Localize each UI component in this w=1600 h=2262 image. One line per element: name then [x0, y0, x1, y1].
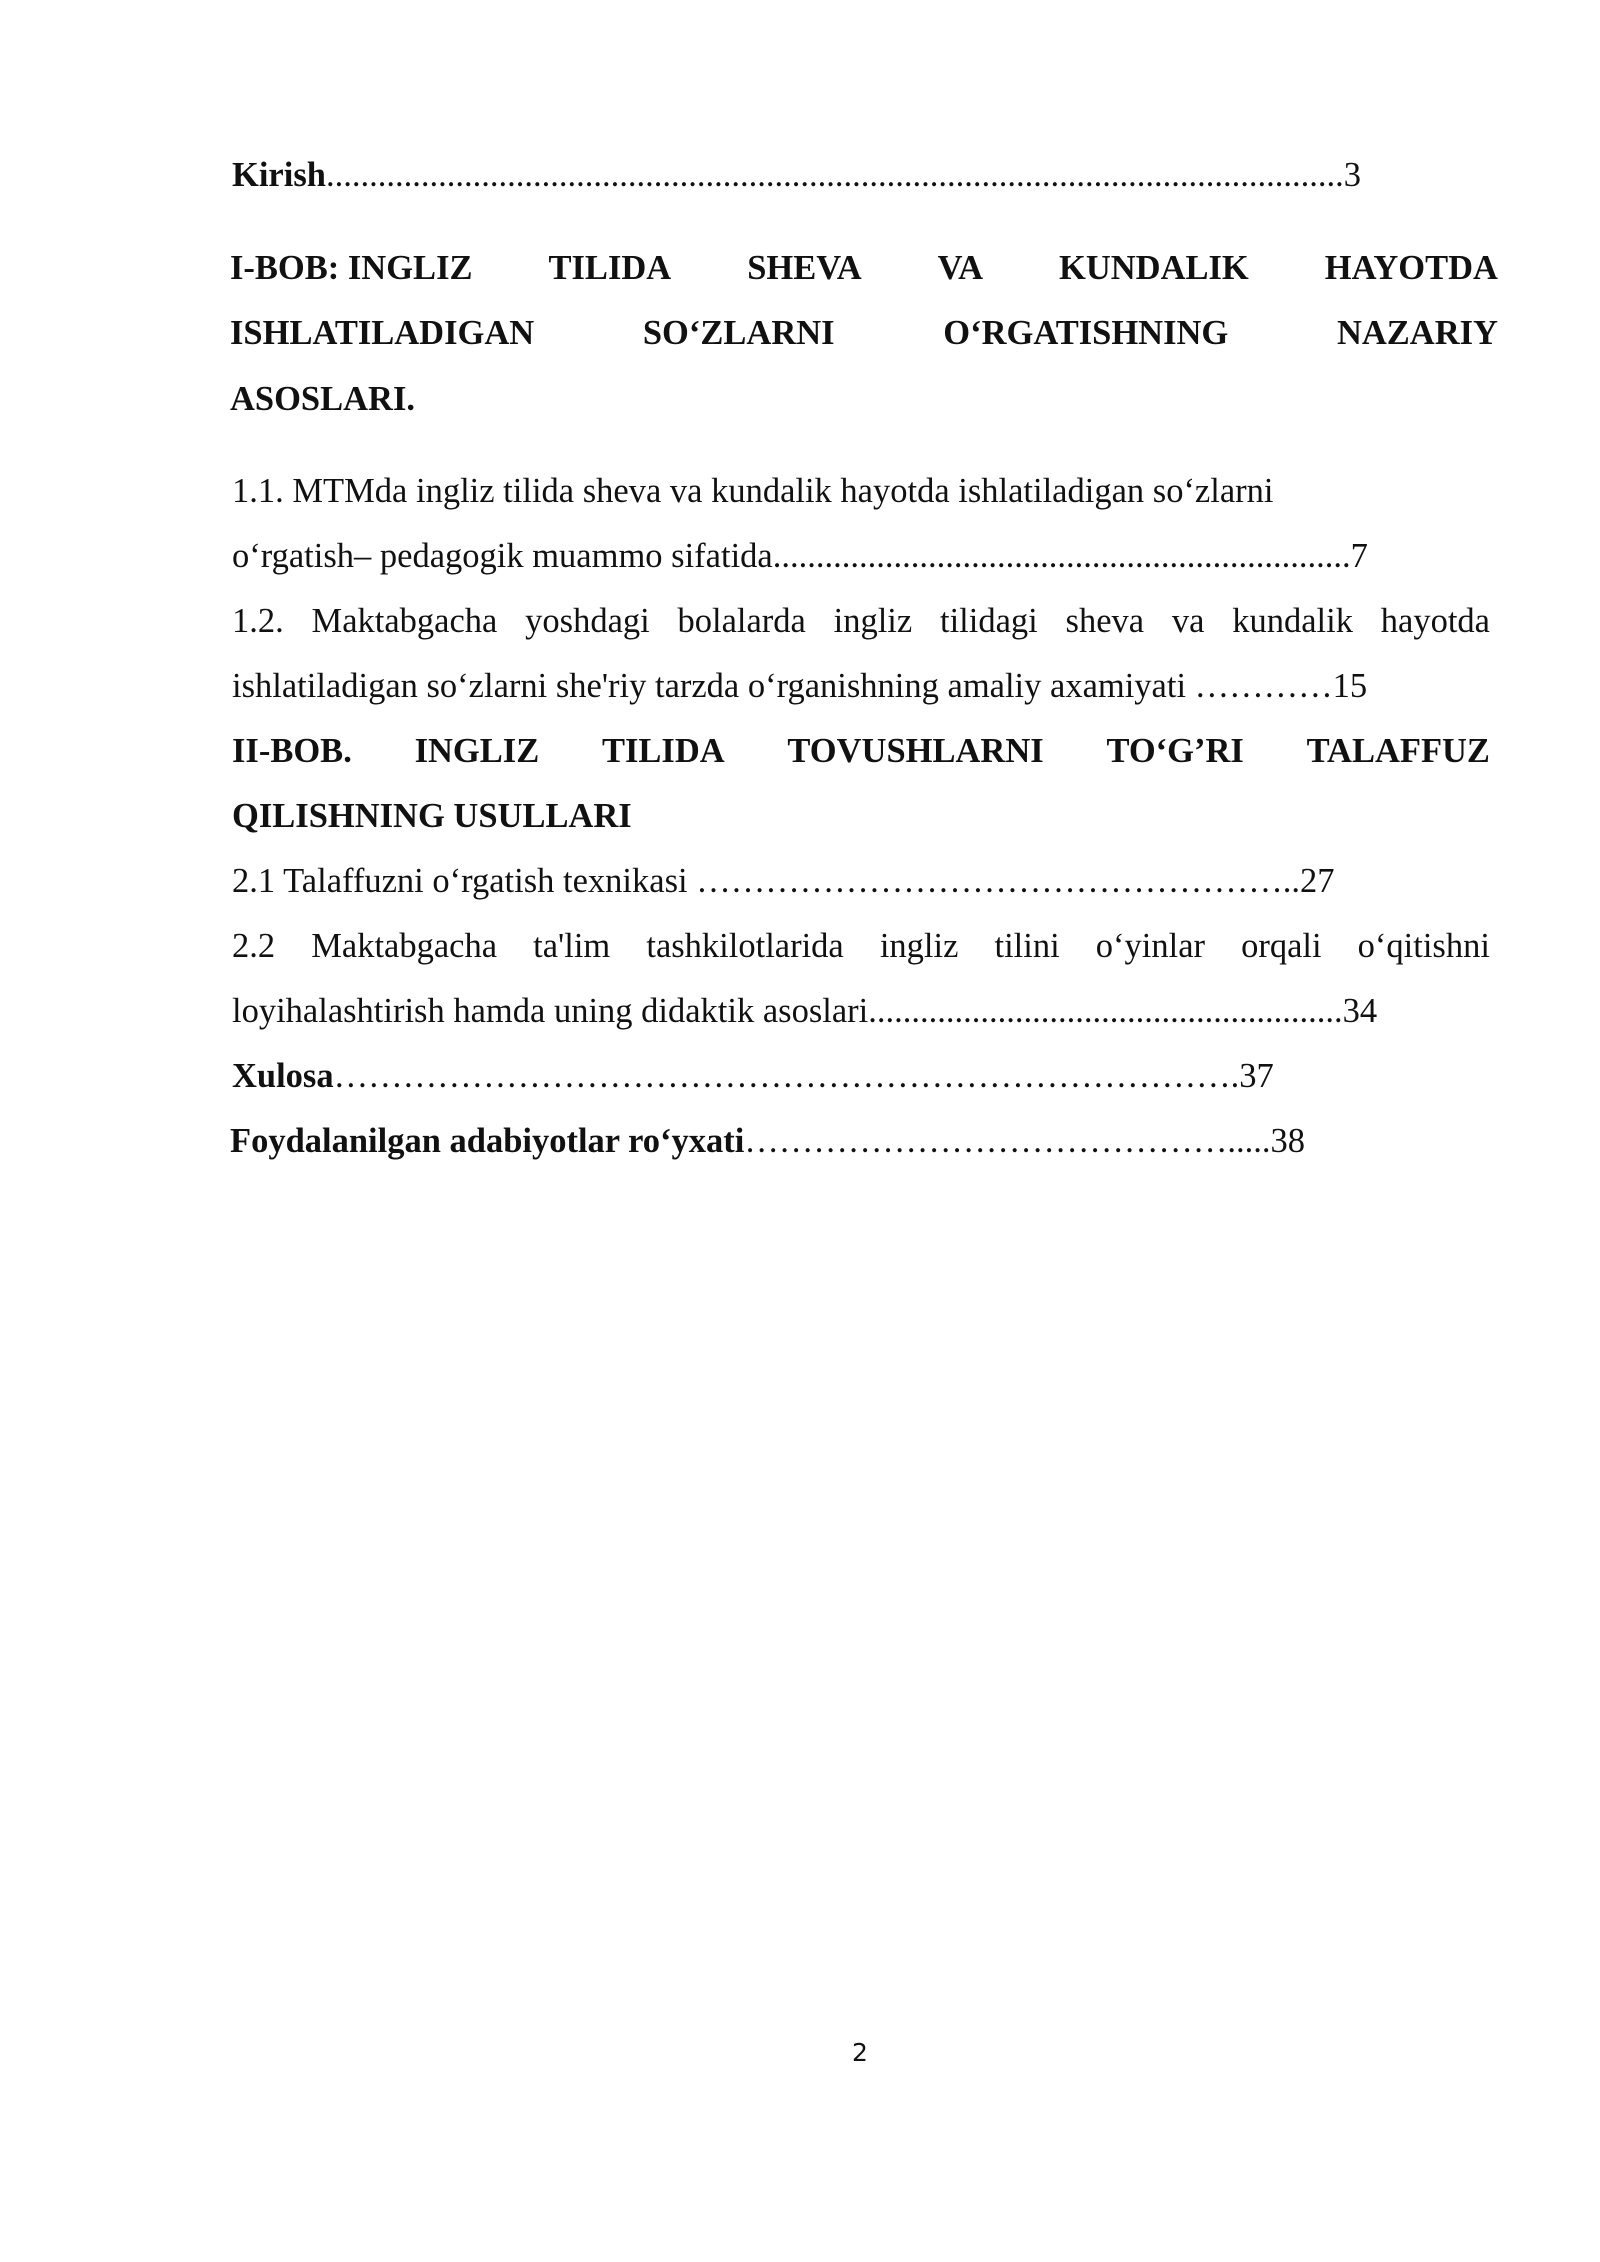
page-number: 2 — [852, 2038, 868, 2067]
toc-chapter1-line2[interactable] — [230, 312, 1498, 354]
toc-chapter1-line3: ASOSLARI. — [230, 380, 416, 418]
toc-word: 2.2 — [232, 927, 276, 965]
toc-word: hayotda — [1380, 602, 1490, 640]
toc-entry-references[interactable] — [230, 1120, 1305, 1162]
toc-word: tashkilotlarida — [646, 927, 844, 965]
toc-references-leader: …………………………………….....38 — [744, 1122, 1305, 1160]
toc-word: tilini — [994, 927, 1060, 965]
toc-chapter1-line1[interactable] — [230, 247, 1498, 289]
toc-section-2-2-line2[interactable]: loyihalashtirish hamda uning didaktik asoslari.......................................................34 — [232, 992, 1378, 1030]
toc-word: ta'lim — [533, 927, 611, 965]
toc-word: HAYOTDA — [1324, 249, 1498, 287]
toc-word: II-BOB. — [232, 732, 352, 770]
toc-word: orqali — [1241, 927, 1322, 965]
toc-word: yoshdagi — [525, 602, 650, 640]
toc-word: Maktabgacha — [311, 602, 498, 640]
toc-word: TILIDA — [548, 249, 672, 287]
toc-word: INGLIZ — [414, 732, 540, 770]
toc-section-1-1-line1[interactable]: 1.1. MTMda ingliz tilida sheva va kundalik hayotda ishlatiladigan so‘zlarni — [232, 472, 1274, 510]
toc-chapter2-line1[interactable] — [232, 730, 1490, 772]
toc-conclusion-leader: …………………………………………………………………….37 — [333, 1057, 1274, 1095]
toc-word: VA — [937, 249, 983, 287]
toc-word: SO‘ZLARNI — [642, 314, 835, 352]
toc-section-1-1-line2[interactable]: o‘rgatish– pedagogik muammo sifatida...................................................................7 — [232, 537, 1368, 575]
toc-word: Maktabgacha — [311, 927, 498, 965]
toc-word: va — [1171, 602, 1205, 640]
toc-chapter2-line2: QILISHNING USULLARI — [232, 797, 632, 835]
toc-section-2-1[interactable]: 2.1 Talaffuzni o‘rgatish texnikasi ……………………………………………..27 — [232, 862, 1335, 900]
toc-word: TOVUSHLARNI — [787, 732, 1044, 770]
toc-word: O‘RGATISHNING — [943, 314, 1229, 352]
toc-word: tilidagi — [940, 602, 1038, 640]
toc-conclusion-label: Xulosa — [232, 1057, 334, 1095]
toc-section-2-2-line1[interactable] — [232, 925, 1490, 967]
toc-entry-conclusion[interactable] — [232, 1055, 1274, 1097]
toc-section-1-2-line1[interactable] — [232, 600, 1490, 642]
toc-references-label: Foydalanilgan adabiyotlar ro‘yxati — [230, 1122, 745, 1160]
toc-word: I-BOB: INGLIZ — [230, 249, 473, 287]
toc-word: TALAFFUZ — [1306, 732, 1490, 770]
toc-word: o‘qitishni — [1357, 927, 1490, 965]
toc-word: o‘yinlar — [1095, 927, 1205, 965]
toc-word: bolalarda — [677, 602, 806, 640]
toc-word: ingliz — [833, 602, 913, 640]
toc-intro-label: Kirish — [232, 156, 326, 194]
toc-section-1-2-line2[interactable]: ishlatiladigan so‘zlarni she'riy tarzda o‘rganishning amaliy axamiyati …………15 — [232, 667, 1368, 705]
toc-word: KUNDALIK — [1058, 249, 1249, 287]
toc-word: ingliz — [879, 927, 959, 965]
toc-intro-leader: ......................................................................................................................3 — [325, 156, 1361, 194]
toc-word: kundalik — [1232, 602, 1353, 640]
toc-word: 1.2. — [232, 602, 284, 640]
toc-entry-intro[interactable] — [232, 154, 1361, 196]
toc-word: TO‘G’RI — [1106, 732, 1244, 770]
toc-word: sheva — [1065, 602, 1145, 640]
toc-word: SHEVA — [747, 249, 862, 287]
toc-word: TILIDA — [601, 732, 725, 770]
toc-word: NAZARIY — [1336, 314, 1498, 352]
toc-word: ISHLATILADIGAN — [230, 314, 535, 352]
